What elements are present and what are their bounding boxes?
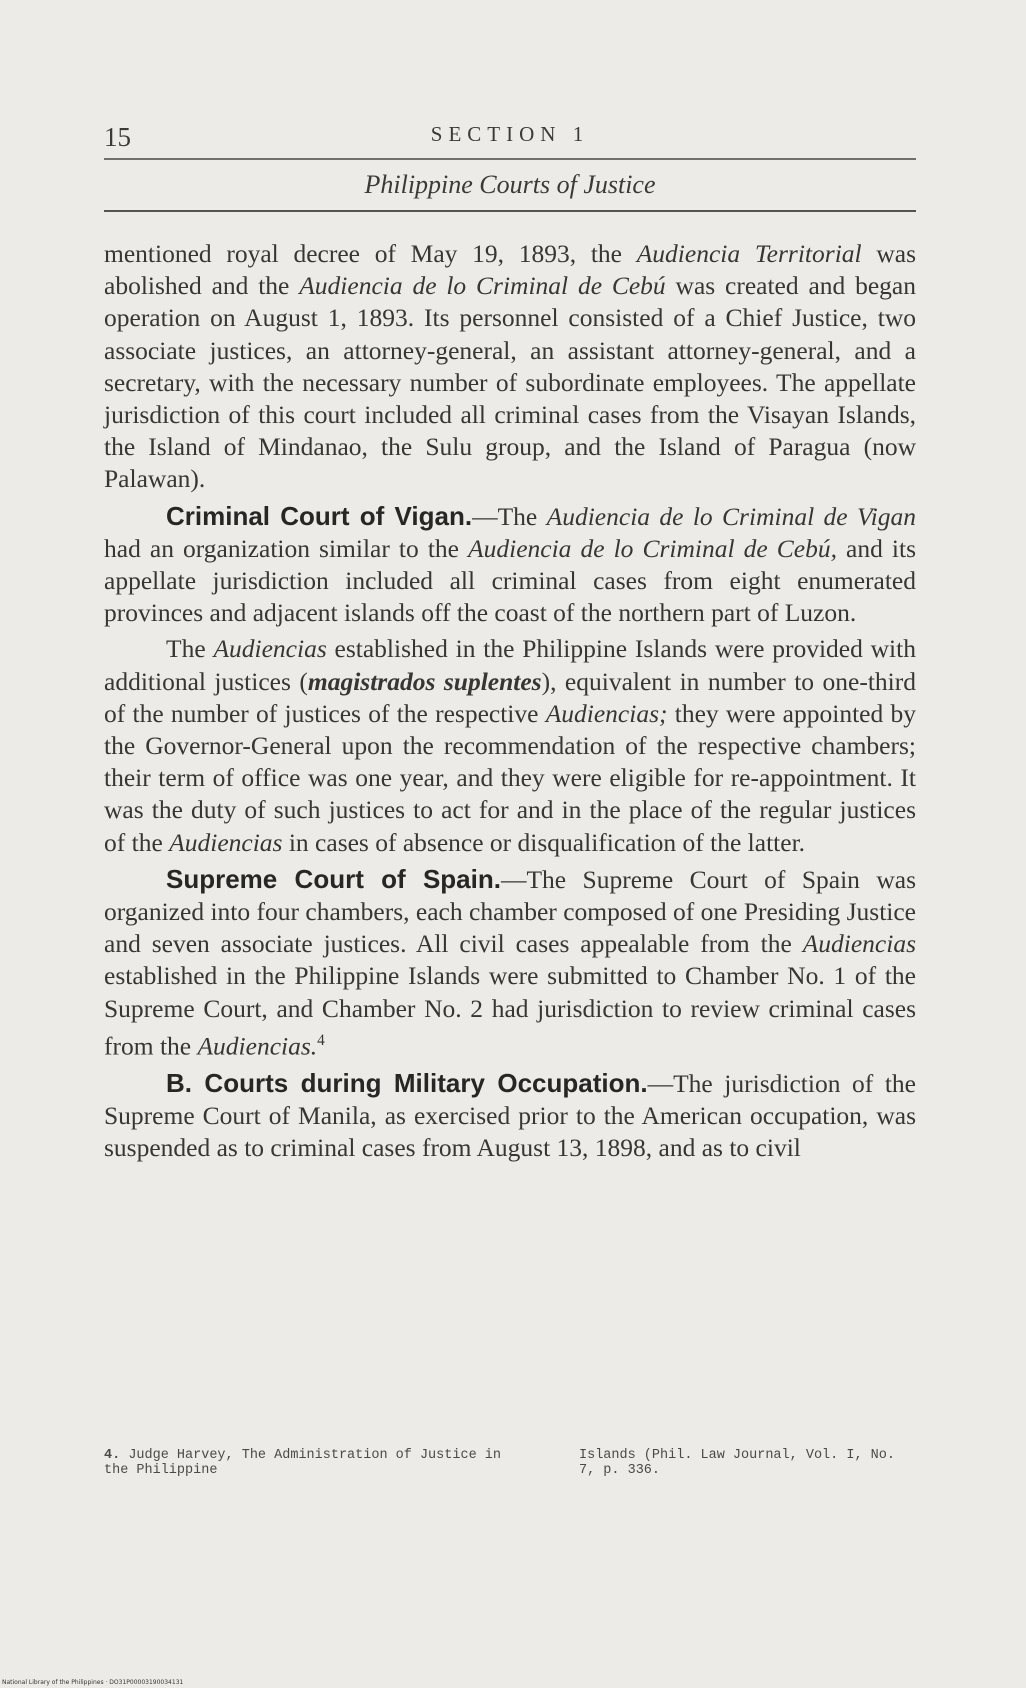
section-heading: B. Courts during Military Occupation. — [166, 1067, 648, 1098]
paragraph-military-occupation: B. Courts during Military Occupation.—The jurisdiction of the Supreme Court of Manila, as exercised prior to the American occupation, was suspended as to criminal cases from August 13, 1898, and as to civil — [104, 1067, 916, 1162]
paragraph-audiencia-cebu: mentioned royal decree of May 19, 1893, the Audiencia Territorial was abolished and the Audiencia de lo Criminal de Cebú was created and began operation on August 1, 1893. Its personnel consisted of a Chief Justice, two associate justices, an attorney-general, an assistant attorney-general, and a secretary, with the necessary number of subordinate employees. The appellate jurisdiction of this court included all criminal cases from the Visayan Islands, the Island of Mindanao, the Sulu group, and the Island of Paragua (now Palawan). — [104, 239, 916, 494]
footnote-column-2: Islands (Phil. Law Journal, Vol. I, No. 7, p. 336. — [579, 1448, 895, 1478]
header-rule-top — [104, 158, 916, 160]
paragraph-magistrados-suplentes: The Audiencias established in the Philippine Islands were provided with additional justices (magistrados suplentes), equivalent in number to one-third of the number of justices of the respective Audiencias; they were appointed by the Governor-General upon the recommendation of the respective chambers; their term of office was one year, and they were eligible for re-appointment. It was the duty of such justices to act for and in the place of the regular justices of the Audiencias in cases of absence or disqualification of the latter. — [104, 634, 916, 857]
section-label: SECTION 1 — [430, 122, 590, 146]
body-text — [104, 238, 916, 1164]
page-number: 15 — [104, 122, 131, 152]
running-title: Philippine Courts of Justice — [364, 170, 656, 199]
page-header — [104, 118, 916, 158]
header-rule-bottom — [104, 210, 916, 212]
section-heading: Supreme Court of Spain. — [166, 863, 501, 894]
paragraph-criminal-court-vigan: Criminal Court of Vigan.—The Audiencia de lo Criminal de Vigan had an organization similar to the Audiencia de lo Criminal de Cebú, and its appellate jurisdiction included all criminal cases from eight enumerated provinces and adjacent islands off the coast of the northern part of Luzon. — [104, 500, 917, 628]
footnote-ref: 4 — [317, 1031, 325, 1049]
section-heading: Criminal Court of Vigan. — [166, 500, 473, 531]
scan-colophon: National Library of the Philippines · DO31P00003190034131 — [2, 1679, 184, 1686]
footnote-number: 4. — [104, 1448, 121, 1463]
footnote-column-1: 4. Judge Harvey, The Administration of Justice in the Philippine — [104, 1448, 501, 1478]
paragraph-supreme-court-spain: Supreme Court of Spain.—The Supreme Court of Spain was organized into four chambers, each chamber composed of one Presiding Justice and seven associate justices. All civil cases appealable from the Audiencias established in the Philippine Islands were submitted to Chamber No. 1 of the Supreme Court, and Chamber No. 2 had jurisdiction to review criminal cases from the Audiencias.$^4$ — [104, 863, 916, 1061]
